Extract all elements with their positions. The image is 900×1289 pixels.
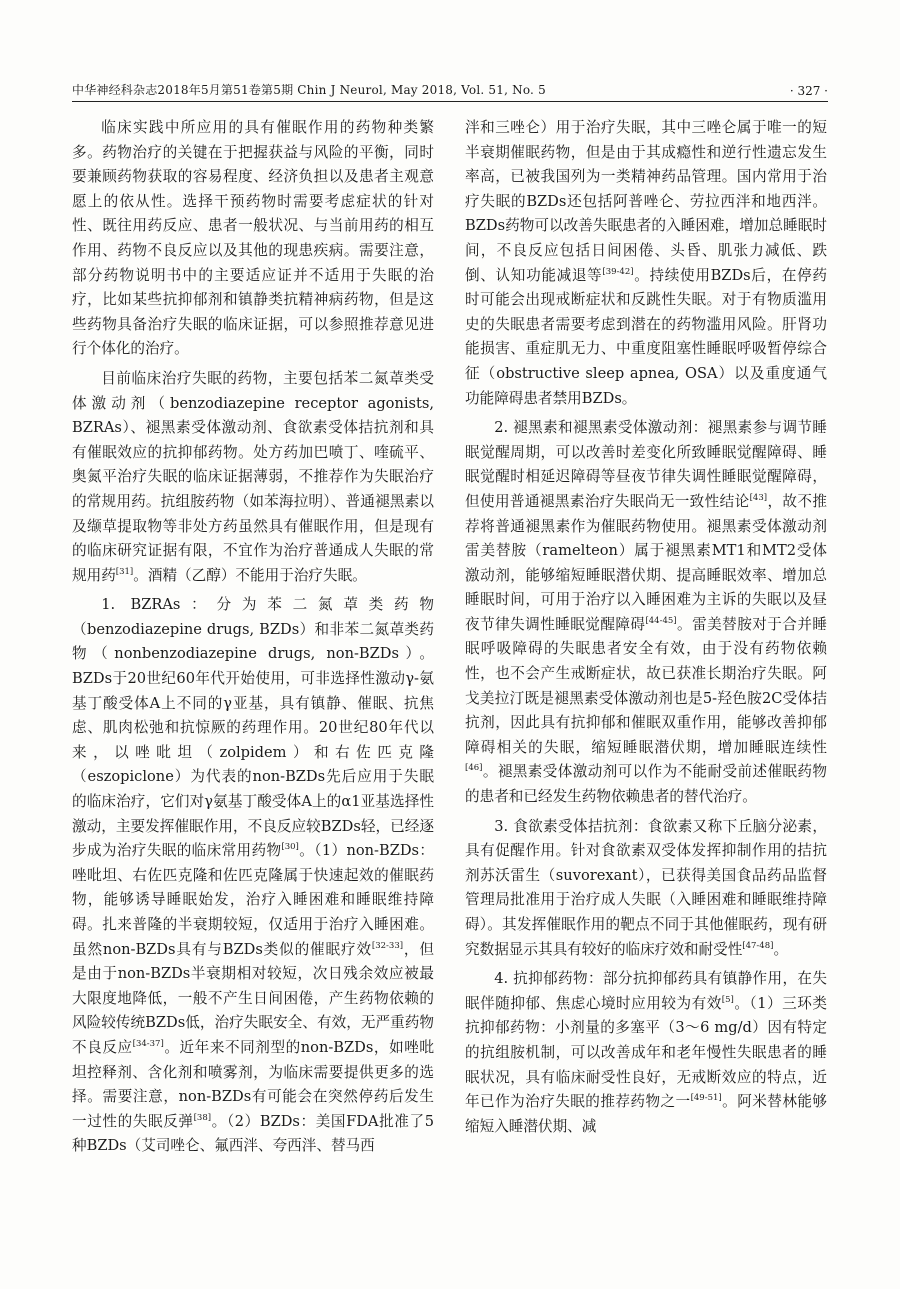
- left-column: [72, 116, 434, 1159]
- citation-ref: [31]: [115, 566, 134, 577]
- citation-ref: [43]: [749, 493, 768, 504]
- paragraph-orexin: 3. 食欲素受体拮抗剂：食欲素又称下丘脑分泌素，具有促醒作用。针对食欲素双受体发挥抑制作用的拮抗剂苏沃雷生（suvorexant），已获得美国食品药品监督管理局批准用于治疗成人失眠（入睡困难和睡眠维持障碍）。其发挥催眠作用的靶点不同于其他催眠药，现有研究数据显示其具有较好的临床疗效和耐受性[47-48]。: [465, 817, 827, 958]
- citation-ref: [49-51]: [690, 1093, 722, 1104]
- citation-ref: [5]: [721, 994, 734, 1005]
- citation-ref: [44-45]: [645, 616, 677, 627]
- citation-ref: [39-42]: [602, 266, 634, 277]
- paragraph-antidepressants: 4. 抗抑郁药物：部分抗抑郁药具有镇静作用，在失眠伴随抑郁、焦虑心境时应用较为有效[5]。（1）三环类抗抑郁药物：小剂量的多塞平（3～6 mg/d）因有特定的抗组胺机制，可以改善成年和老年慢性失眠患者的睡眠状况，具有临床耐受性良好，无戒断效应的特点，近年已作为治疗失眠的推荐药物之一[49-51]。阿米替林能够缩短入睡潜伏期、减: [465, 970, 827, 1135]
- citation-ref: [32-33]: [371, 940, 404, 951]
- paragraph-intro: 临床实践中所应用的具有催眠作用的药物种类繁多。药物治疗的关键在于把握获益与风险的平衡，同时要兼顾药物获取的容易程度、经济负担以及患者主观意愿上的依从性。选择干预药物时需要考虑症状的针对性、既往用药反应、患者一般状况、与当前用药的相互作用、药物不良反应以及其他的现患疾病。需要注意，部分药物说明书中的主要适应证并不适用于失眠的治疗，比如某些抗抑郁剂和镇静类抗精神病药物，但是这些药物具备治疗失眠的临床证据，可以参照推荐意见进行个体化的治疗。: [72, 119, 434, 358]
- running-header: [72, 78, 828, 98]
- citation-ref: [34-37]: [132, 1039, 164, 1050]
- header-rule: [72, 101, 828, 102]
- paragraph-bzds-continued: 泮和三唑仑）用于治疗失眠，其中三唑仑属于唯一的短半衰期催眠药物，但是由于其成瘾性和逆行性遗忘发生率高，已被我国列为一类精神药品管理。国内常用于治疗失眠的BZDs还包括阿普唑仑、劳拉西泮和地西泮。BZDs药物可以改善失眠患者的入睡困难，增加总睡眠时间，不良反应包括日间困倦、头昏、肌张力减低、跌倒、认知功能减退等[39-42]。持续使用BZDs后，在停药时可能会出现戒断症状和反跳性失眠。对于有物质滥用史的失眠患者需要考虑到潜在的药物滥用风险。肝肾功能损害、重症肌无力、中重度阻塞性睡眠呼吸暂停综合征（obstructive sleep apnea, OSA）以及重度通气功能障碍患者禁用BZDs。: [465, 119, 827, 407]
- citation-ref: [46]: [465, 763, 483, 774]
- citation-ref: [47-48]: [742, 940, 774, 951]
- citation-ref: [38]: [193, 1112, 212, 1123]
- page-number: · 327 ·: [789, 84, 828, 98]
- right-column: [465, 116, 827, 1139]
- journal-citation: 中华神经科杂志2018年5月第51卷第5期 Chin J Neurol, May 2018, Vol. 51, No. 5: [72, 83, 546, 97]
- paragraph-bzras: 1. BZRAs：分为苯二氮䓬类药物（benzodiazepine drugs, BZDs）和非苯二氮䓬类药物（nonbenzodiazepine drugs, non-BZDs）。BZDs于20世纪60年代开始使用，可非选择性激动γ-氨基丁酸受体A上不同的γ亚基，具有镇静、催眠、抗焦虑、肌肉松弛和抗惊厥的药理作用。20世纪80年代以来，以唑吡坦（zolpidem）和右佐匹克隆（eszopiclone）为代表的non-BZDs先后应用于失眠的临床治疗，它们对γ氨基丁酸受体A上的α1亚基选择性激动，主要发挥催眠作用，不良反应较BZDs轻，已经逐步成为治疗失眠的临床常用药物[30]。（1）non-BZDs：唑吡坦、右佐匹克隆和佐匹克隆属于快速起效的催眠药物，能够诱导睡眠始发，治疗入睡困难和睡眠维持障碍。扎来普隆的半衰期较短，仅适用于治疗入睡困难。虽然non-BZDs具有与BZDs类似的催眠疗效[32-33]，但是由于non-BZDs半衰期相对较短，次日残余效应被最大限度地降低，一般不产生日间困倦，产生药物依赖的风险较传统BZDs低，治疗失眠安全、有效，无严重药物不良反应[34-37]。近年来不同剂型的non-BZDs，如唑吡坦控释剂、含化剂和喷雾剂，为临床需要提供更多的选择。需要注意，non-BZDs有可能会在突然停药后发生一过性的失眠反弹[38]。（2）BZDs：美国FDA批准了5种BZDs（艾司唑仑、氟西泮、夸西泮、替马西: [72, 596, 434, 1155]
- citation-ref: [30]: [281, 842, 299, 853]
- paragraph-drug-overview: 目前临床治疗失眠的药物，主要包括苯二氮䓬类受体激动剂（benzodiazepine receptor agonists, BZRAs）、褪黑素受体激动剂、食欲素受体拮抗剂和具有催眠效应的抗抑郁药物。处方药加巴喷丁、喹硫平、奥氮平治疗失眠的临床证据薄弱，不推荐作为失眠治疗的常规用药。抗组胺药物（如苯海拉明）、普通褪黑素以及缬草提取物等非处方药虽然具有催眠作用，但是现有的临床研究证据有限，不宜作为治疗普通成人失眠的常规用药[31]。酒精（乙醇）不能用于治疗失眠。: [72, 369, 434, 584]
- paragraph-melatonin: 2. 褪黑素和褪黑素受体激动剂：褪黑素参与调节睡眠觉醒周期，可以改善时差变化所致睡眠觉醒障碍、睡眠觉醒时相延迟障碍等昼夜节律失调性睡眠觉醒障碍，但使用普通褪黑素治疗失眠尚无一致性结论[43]，故不推荐将普通褪黑素作为催眠药物使用。褪黑素受体激动剂雷美替胺（ramelteon）属于褪黑素MT1和MT2受体激动剂，能够缩短睡眠潜伏期、提高睡眠效率、增加总睡眠时间，可用于治疗以入睡困难为主诉的失眠以及昼夜节律失调性睡眠觉醒障碍[44-45]。雷美替胺对于合并睡眠呼吸障碍的失眠患者安全有效，由于没有药物依赖性，也不会产生戒断症状，故已获准长期治疗失眠。阿戈美拉汀既是褪黑素受体激动剂也是5-羟色胺2C受体拮抗剂，因此具有抗抑郁和催眠双重作用，能够改善抑郁障碍相关的失眠，缩短睡眠潜伏期，增加睡眠连续性[46]。褪黑素受体激动剂可以作为不能耐受前述催眠药物的患者和已经发生药物依赖患者的替代治疗。: [465, 419, 827, 806]
